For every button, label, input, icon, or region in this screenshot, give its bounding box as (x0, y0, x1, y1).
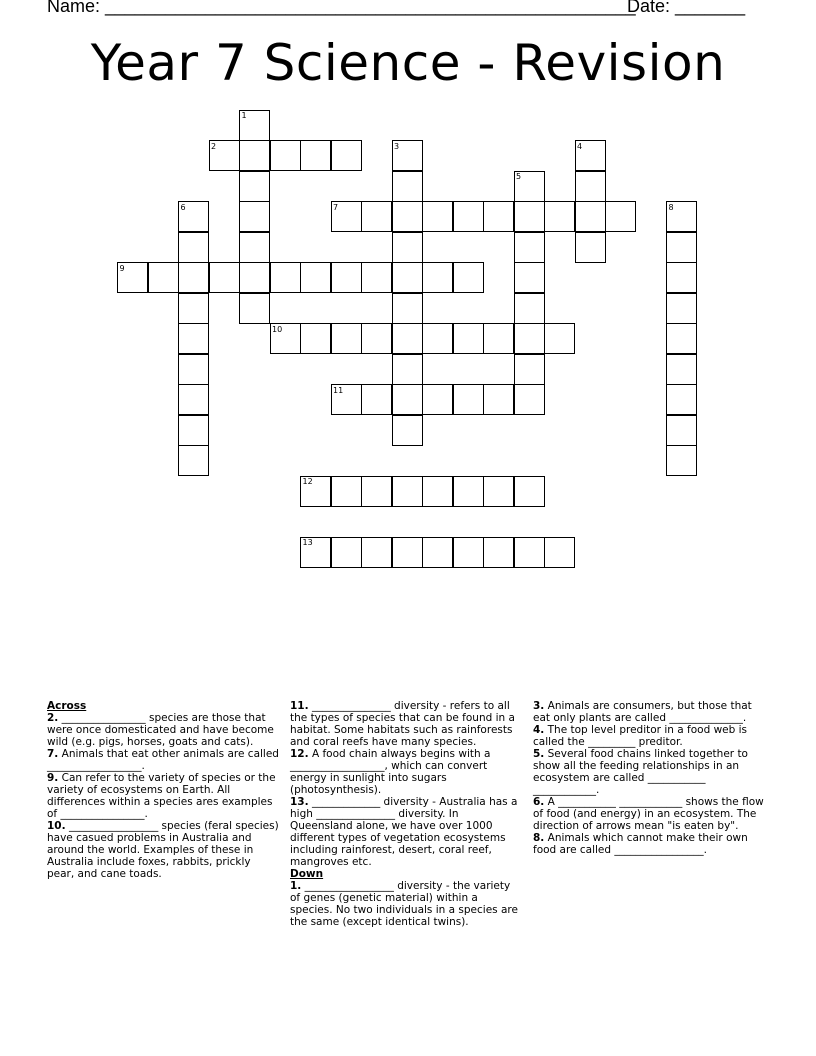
grid-cell[interactable] (666, 262, 697, 293)
grid-cell[interactable] (514, 384, 545, 415)
grid-cell[interactable] (453, 323, 484, 354)
grid-cell[interactable] (178, 354, 209, 385)
grid-cell[interactable] (148, 262, 179, 293)
clue-number-label: 4 (577, 141, 583, 151)
clues-column-2 (290, 700, 523, 928)
clue-text: Animals which cannot make their own food are called _________________. (533, 832, 748, 856)
grid-cell[interactable] (514, 354, 545, 385)
clue-number: 11. (290, 700, 309, 712)
clue-number: 3. (533, 700, 545, 712)
clue-number-label: 7 (333, 202, 339, 212)
grid-cell[interactable] (178, 262, 209, 293)
grid-cell[interactable] (361, 537, 392, 568)
grid-cell[interactable] (300, 262, 331, 293)
clue-item (47, 748, 280, 772)
grid-cell[interactable] (422, 201, 453, 232)
clue-item (533, 724, 768, 748)
grid-cell[interactable] (331, 476, 362, 507)
grid-cell[interactable] (239, 140, 270, 171)
grid-cell[interactable] (331, 140, 362, 171)
grid-cell[interactable] (483, 537, 514, 568)
clue-number-label: 10 (272, 324, 283, 334)
grid-cell[interactable] (270, 262, 301, 293)
grid-cell[interactable] (514, 232, 545, 263)
grid-cell[interactable] (361, 201, 392, 232)
grid-cell[interactable] (422, 537, 453, 568)
grid-cell[interactable] (666, 384, 697, 415)
grid-cell[interactable] (666, 232, 697, 263)
clue-number: 7. (47, 748, 59, 760)
grid-cell[interactable] (544, 201, 575, 232)
across-clue-list (47, 712, 280, 880)
grid-cell[interactable] (666, 323, 697, 354)
grid-cell[interactable] (514, 476, 545, 507)
grid-cell[interactable] (361, 476, 392, 507)
grid-cell[interactable] (392, 171, 423, 202)
grid-cell[interactable] (392, 232, 423, 263)
grid-cell[interactable] (178, 415, 209, 446)
grid-cell[interactable] (392, 293, 423, 324)
clue-number-label: 11 (333, 385, 344, 395)
grid-cell[interactable] (300, 140, 331, 171)
grid-cell[interactable] (239, 171, 270, 202)
grid-cell[interactable] (453, 262, 484, 293)
grid-cell[interactable] (544, 537, 575, 568)
grid-cell[interactable] (300, 323, 331, 354)
across-clue-list-continued (290, 700, 523, 868)
down-heading: Down (290, 868, 324, 880)
grid-cell[interactable] (453, 201, 484, 232)
clue-number-label: 8 (668, 202, 674, 212)
grid-cell[interactable] (178, 445, 209, 476)
clue-text: Several food chains linked together to show all the feeding relationships in an ecosystem are called ___________ ____________. (533, 748, 748, 796)
grid-cell[interactable] (514, 537, 545, 568)
clue-number: 5. (533, 748, 545, 760)
clue-text: _____________ diversity - Australia has a high _______________ diversity. In Queensland alone, we have over 1000 different types of vegetation ecosystems including rainforest, desert, coral reef, mangroves etc. (290, 796, 518, 868)
clue-number-label: 5 (516, 172, 522, 181)
page-title: Year 7 Science - Revision (90, 34, 726, 92)
clue-number: 9. (47, 772, 59, 784)
clue-text: A ___________ ____________ shows the flow of food (and energy) in an ecosystem. The direction of arrows mean "is eaten by". (533, 796, 764, 832)
grid-cell[interactable] (392, 476, 423, 507)
grid-cell[interactable] (331, 537, 362, 568)
grid-cell[interactable] (239, 293, 270, 324)
grid-cell[interactable] (422, 262, 453, 293)
clue-item (290, 880, 523, 928)
clue-item (47, 772, 280, 820)
grid-cell[interactable] (392, 537, 423, 568)
clue-number-label: 12 (302, 477, 313, 486)
grid-cell[interactable] (270, 140, 301, 171)
clues-column-1 (47, 700, 280, 880)
down-clue-list (290, 880, 523, 928)
grid-cell[interactable] (605, 201, 636, 232)
grid-cell[interactable] (575, 171, 606, 202)
grid-cell[interactable] (239, 232, 270, 263)
grid-cell[interactable] (483, 323, 514, 354)
clue-number: 6. (533, 796, 545, 808)
down-clue-list-continued (533, 700, 768, 856)
grid-cell[interactable] (483, 476, 514, 507)
clue-text: Can refer to the variety of species or the variety of ecosystems on Earth. All differences within a species ares examples of ________________. (47, 772, 276, 820)
grid-cell[interactable] (666, 415, 697, 446)
clue-number: 2. (47, 712, 59, 724)
grid-cell[interactable] (666, 354, 697, 385)
grid-cell[interactable] (178, 293, 209, 324)
grid-cell[interactable] (392, 354, 423, 385)
clue-number-label: 3 (394, 141, 400, 151)
clue-item (290, 700, 523, 748)
clue-number-label: 1 (241, 111, 247, 120)
grid-cell[interactable] (178, 323, 209, 354)
clue-text: A food chain always begins with a __________________, which can convert energy in sunlight into sugars (photosynthesis). (290, 748, 491, 796)
clue-text: The top level preditor in a food web is called the _________ preditor. (533, 724, 748, 748)
grid-cell[interactable] (453, 476, 484, 507)
grid-cell[interactable] (361, 384, 392, 415)
date-field[interactable]: Date: _______ (627, 0, 746, 16)
grid-cell[interactable] (392, 415, 423, 446)
grid-cell[interactable] (575, 201, 606, 232)
grid-cell[interactable] (392, 323, 423, 354)
clue-number: 10. (47, 820, 66, 832)
clue-number-label: 6 (180, 202, 186, 212)
grid-cell[interactable] (514, 201, 545, 232)
grid-cell[interactable] (392, 384, 423, 415)
grid-cell[interactable] (239, 262, 270, 293)
grid-cell[interactable] (361, 323, 392, 354)
clue-item (533, 700, 768, 724)
clue-number-label: 13 (302, 538, 313, 547)
grid-cell[interactable] (666, 445, 697, 476)
clue-number-label: 9 (119, 263, 125, 273)
clue-item (47, 820, 280, 880)
clue-number: 4. (533, 724, 545, 736)
grid-cell[interactable] (483, 384, 514, 415)
grid-cell[interactable] (392, 201, 423, 232)
grid-cell[interactable] (483, 201, 514, 232)
clue-text: ________________ species are those that were once domesticated and have become wild (e.g. pigs, horses, goats and cats). (47, 712, 274, 748)
clue-item (290, 796, 523, 868)
clue-item (533, 748, 768, 796)
grid-cell[interactable] (514, 262, 545, 293)
grid-cell[interactable] (422, 384, 453, 415)
grid-cell[interactable] (331, 262, 362, 293)
grid-cell[interactable] (209, 262, 240, 293)
grid-cell[interactable] (666, 293, 697, 324)
grid-cell[interactable] (514, 323, 545, 354)
name-field[interactable]: Name: _____________________________________________________ (47, 0, 636, 16)
grid-cell[interactable] (422, 323, 453, 354)
clue-item (290, 748, 523, 796)
clue-item (47, 712, 280, 748)
clues-column-3 (533, 700, 768, 856)
clue-text: _________________ diversity - the variety of genes (genetic material) within a species. No two individuals in a species are the same (except identical twins). (290, 880, 518, 928)
grid-cell[interactable] (514, 293, 545, 324)
across-heading: Across (47, 700, 87, 712)
clue-item (533, 832, 768, 856)
clue-text: Animals are consumers, but those that eat only plants are called ______________. (533, 700, 752, 724)
clue-text: _______________ diversity - refers to all the types of species that can be found in a habitat. Some habitats such as rainforests and coral reefs have many species. (290, 700, 515, 748)
grid-cell[interactable] (453, 537, 484, 568)
grid-cell[interactable] (239, 201, 270, 232)
clue-number: 12. (290, 748, 309, 760)
grid-cell[interactable] (544, 323, 575, 354)
clue-text: _________________ species (feral species) have casued problems in Australia and around the world. Examples of these in Australia include foxes, rabbits, prickly pear, and cane toads. (47, 820, 279, 880)
clue-number: 8. (533, 832, 545, 844)
clue-number: 1. (290, 880, 302, 892)
grid-cell[interactable] (453, 384, 484, 415)
grid-cell[interactable] (422, 476, 453, 507)
grid-cell[interactable] (361, 262, 392, 293)
grid-cell[interactable] (178, 232, 209, 263)
clue-text: Animals that eat other animals are called __________________. (47, 748, 279, 772)
clue-number-label: 2 (211, 141, 217, 151)
grid-cell[interactable] (331, 323, 362, 354)
grid-cell[interactable] (392, 262, 423, 293)
clue-item (533, 796, 768, 832)
grid-cell[interactable] (178, 384, 209, 415)
clue-number: 13. (290, 796, 309, 808)
grid-cell[interactable] (575, 232, 606, 263)
